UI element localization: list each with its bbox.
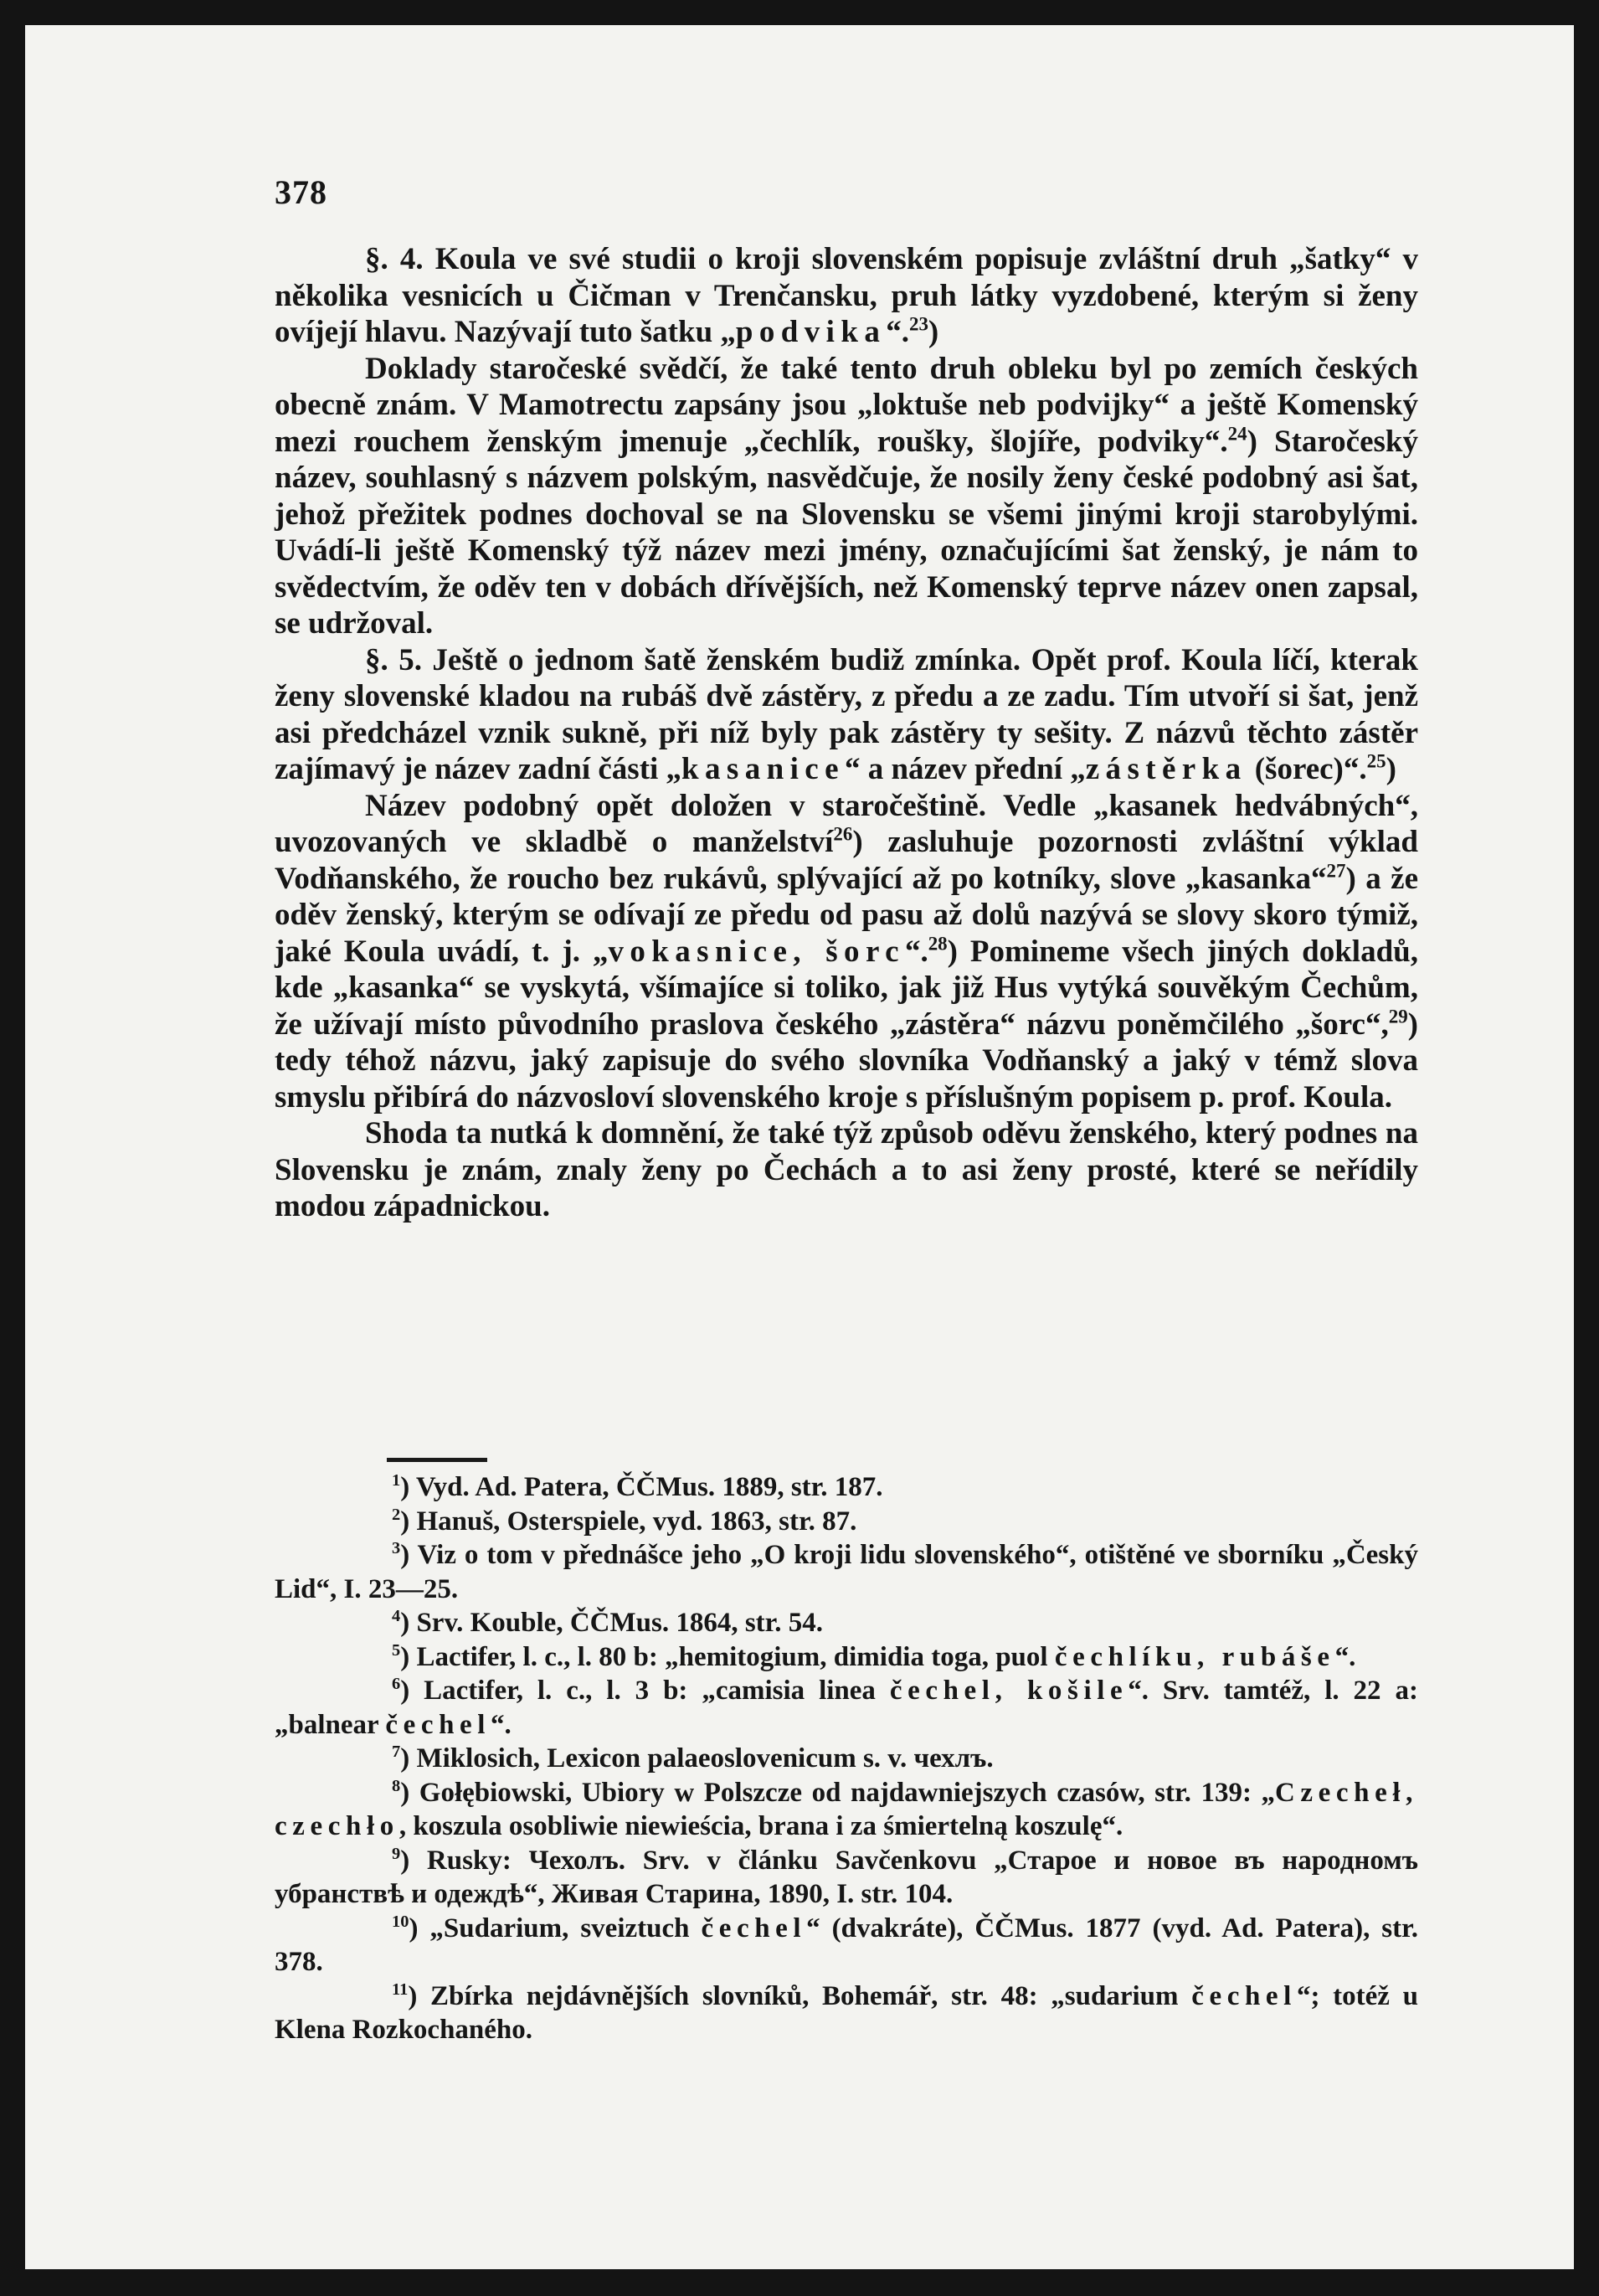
text-run: Shoda ta nutká k domnění, že také týž způsob oděvu ženského, který podnes na Slovensku je znám, znaly ženy po Čechách a to asi ženy prosté, které se neřídily modou západnickou. [275, 1116, 1418, 1223]
text-run: ) [1386, 752, 1396, 786]
text-run: ) Gołębiowski, Ubiory w Polszcze od najdawniejszych czasów, str. 139: „ [400, 1777, 1275, 1808]
footnote [275, 1505, 1418, 1539]
footnote-ref: 27 [1326, 860, 1346, 882]
footnote-number: 8 [392, 1776, 401, 1795]
footnote-number: 11 [392, 1979, 409, 1999]
text-run: ) Lactifer, l. c., l. 80 b: „hemitogium, dimidia toga, puol [400, 1641, 1055, 1672]
footnote [275, 1979, 1418, 2047]
footnote-number: 6 [392, 1675, 401, 1693]
footnote [275, 1742, 1418, 1776]
main-text [275, 241, 1418, 1225]
text-run: ) „Sudarium, sveiztuch [409, 1912, 702, 1943]
footnote-ref: 24 [1227, 423, 1247, 445]
paragraph [275, 642, 1418, 788]
footnote-separator [387, 1458, 487, 1462]
text-run: “. [904, 934, 928, 969]
text-run: “. [886, 315, 909, 349]
footnote-ref: 23 [908, 313, 928, 335]
footnote [275, 1844, 1418, 1912]
footnote-ref: 26 [833, 823, 853, 845]
paragraph [275, 351, 1418, 642]
spaced-term: čechel, košile [889, 1676, 1129, 1706]
footnote-number: 2 [392, 1505, 401, 1524]
text-run: “ (dvakráte), ČČMus. 1877 (vyd. Ad. Patera), str. 378. [275, 1912, 1419, 1977]
text-run: “; totéž u Klena Rozkochaného. [275, 1980, 1418, 2045]
text-run: ) Rusky: Чехолъ. Srv. v článku Savčenkovu „Старое и новое въ народномъ убранствѣ и одеждѣ“, Живая Старина, 1890, I. str. 104. [275, 1845, 1418, 1909]
spaced-term: čechel [385, 1709, 491, 1740]
spaced-term: vokasnice, šorc [608, 934, 905, 969]
text-run: ) zasluhuje pozornosti zvláštní výklad Vodňanského, že roucho bez rukávů, splývající až po kotníky, slove „kasanka“ [275, 825, 1418, 896]
text-run: ) Srv. Kouble, ČČMus. 1864, str. 54. [400, 1608, 824, 1638]
footnote [275, 1674, 1418, 1742]
text-run: ) a že oděv ženský, kterým se odívají ze předu od pasu až dolů nazývá se slovy skoro týmiž, jaké Koula uvádí, t. j. „ [275, 861, 1418, 969]
footnote-number: 1 [392, 1471, 401, 1490]
spaced-term: čechel [1191, 1980, 1297, 2011]
text-run: Doklady staročeské svědčí, že také tento druh obleku byl po zemích českých obecně znám. V Mamotrectu zapsány jsou „loktuše neb podvijky“ a ještě Komenský mezi rouchem ženským jmenuje „čechlík, roušky, šlojíře, podviky“. [275, 351, 1418, 459]
text-run: §. 5. Ještě o jednom šatě ženském budiž zmínka. Opět prof. Koula líčí, kterak ženy slovenské kladou na rubáš dvě zástěry, z předu a ze zadu. Tím utvoří si šat, jenž asi předcházel vznik sukně, při níž byly pak zástěry ty sešity. Z názvů těchto zástěr zajímavý je název zadní části „ [275, 642, 1418, 786]
footnote-number: 7 [392, 1743, 401, 1761]
text-run: ) [928, 315, 939, 349]
spaced-term: čechlíku, rubáše [1054, 1641, 1335, 1672]
spaced-term: Czecheł, czechło [275, 1777, 1418, 1841]
text-run: “. [1334, 1641, 1356, 1672]
footnote-number: 4 [392, 1607, 401, 1625]
paragraph [275, 1115, 1418, 1225]
text-run: ) Miklosich, Lexicon palaeoslovenicum s. v. чехлъ. [400, 1743, 994, 1773]
footnote-ref: 25 [1366, 750, 1386, 772]
footnote [275, 1538, 1418, 1606]
paragraph [275, 788, 1418, 1116]
book-page [25, 25, 1574, 2269]
text-run: ) Staročeský název, souhlasný s názvem polským, nasvědčuje, že nosily ženy české podobný asi šat, jehož přežitek podnes dochoval se na Slovensku se všemi jinými kroji starobylými. Uvádí-li ještě Komenský týž název mezi jmény, označujícími šat ženský, je nám to svědectvím, že oděv ten v dobách dřívějších, než Komenský teprve název onen zapsal, se udržoval. [275, 424, 1419, 641]
footnote-number: 3 [392, 1539, 401, 1557]
text-run: ) Vyd. Ad. Patera, ČČMus. 1889, str. 187. [400, 1472, 883, 1502]
text-run: (šorec)“. [1247, 752, 1367, 786]
spaced-term: zástěrka [1085, 752, 1247, 786]
spaced-term: čechel [701, 1912, 807, 1943]
footnote [275, 1640, 1418, 1675]
footnote [275, 1606, 1418, 1640]
text-run: ) Lactifer, l. c., l. 3 b: „camisia linea [400, 1676, 890, 1706]
text-run: “. [491, 1709, 512, 1740]
footnote [275, 1912, 1418, 1979]
footnote [275, 1470, 1418, 1505]
text-run: ) Pomineme všech jiných dokladů, kde „kasanka“ se vyskytá, všímajíce si toliko, jak již Hus vytýká souvěkým Čechům, že užívají místo původního praslova českého „zástěra“ názvu poněmčilého „šorc“, [275, 934, 1418, 1042]
text-run: ) tedy téhož názvu, jaký zapisuje do svého slovníka Vodňanský a jaký v témž slova smyslu přibírá do názvosloví slovenského kroje s příslušným popisem p. prof. Koula. [275, 1006, 1418, 1115]
footnote-number: 5 [392, 1640, 401, 1660]
text-run: ) Zbírka nejdávnějších slovníků, Bohemář, str. 48: „sudarium [408, 1980, 1192, 2011]
text-run: ) Hanuš, Osterspiele, vyd. 1863, str. 87. [400, 1506, 857, 1537]
paragraph [275, 241, 1418, 351]
footnote-number: 10 [392, 1912, 409, 1931]
footnote-ref: 29 [1388, 1006, 1408, 1027]
text-run: “ a název přední „ [844, 752, 1086, 786]
footnotes [275, 1470, 1418, 2047]
text-run: Název podobný opět doložen v staročeštině. Vedle „kasanek hedvábných“, uvozovaných ve skladbě o manželství [275, 788, 1418, 859]
text-run: , koszula osobliwie niewieścia, brana i za śmiertelną koszulę“. [398, 1811, 1123, 1841]
footnote-number: 9 [392, 1844, 401, 1863]
spaced-term: podvika [735, 315, 887, 349]
text-run: ) Viz o tom v přednášce jeho „O kroji lidu slovenského“, otištěné ve sborníku „Český Lid“, I. 23—25. [275, 1540, 1418, 1604]
footnote-ref: 28 [928, 933, 948, 955]
page-number: 378 [275, 173, 327, 211]
text-run: “. Srv. tamtéž, l. 22 a: „balnear [275, 1676, 1418, 1740]
text-run: §. 4. Koula ve své studii o kroji slovenském popisuje zvláštní druh „šatky“ v několika vesnicích u Čičman v Trenčansku, pruh látky vyzdobené, kterým si ženy ovíjejí hlavu. Nazývají tuto šatku „ [275, 242, 1418, 349]
spaced-term: kasanice [681, 752, 845, 786]
footnote [275, 1776, 1418, 1844]
